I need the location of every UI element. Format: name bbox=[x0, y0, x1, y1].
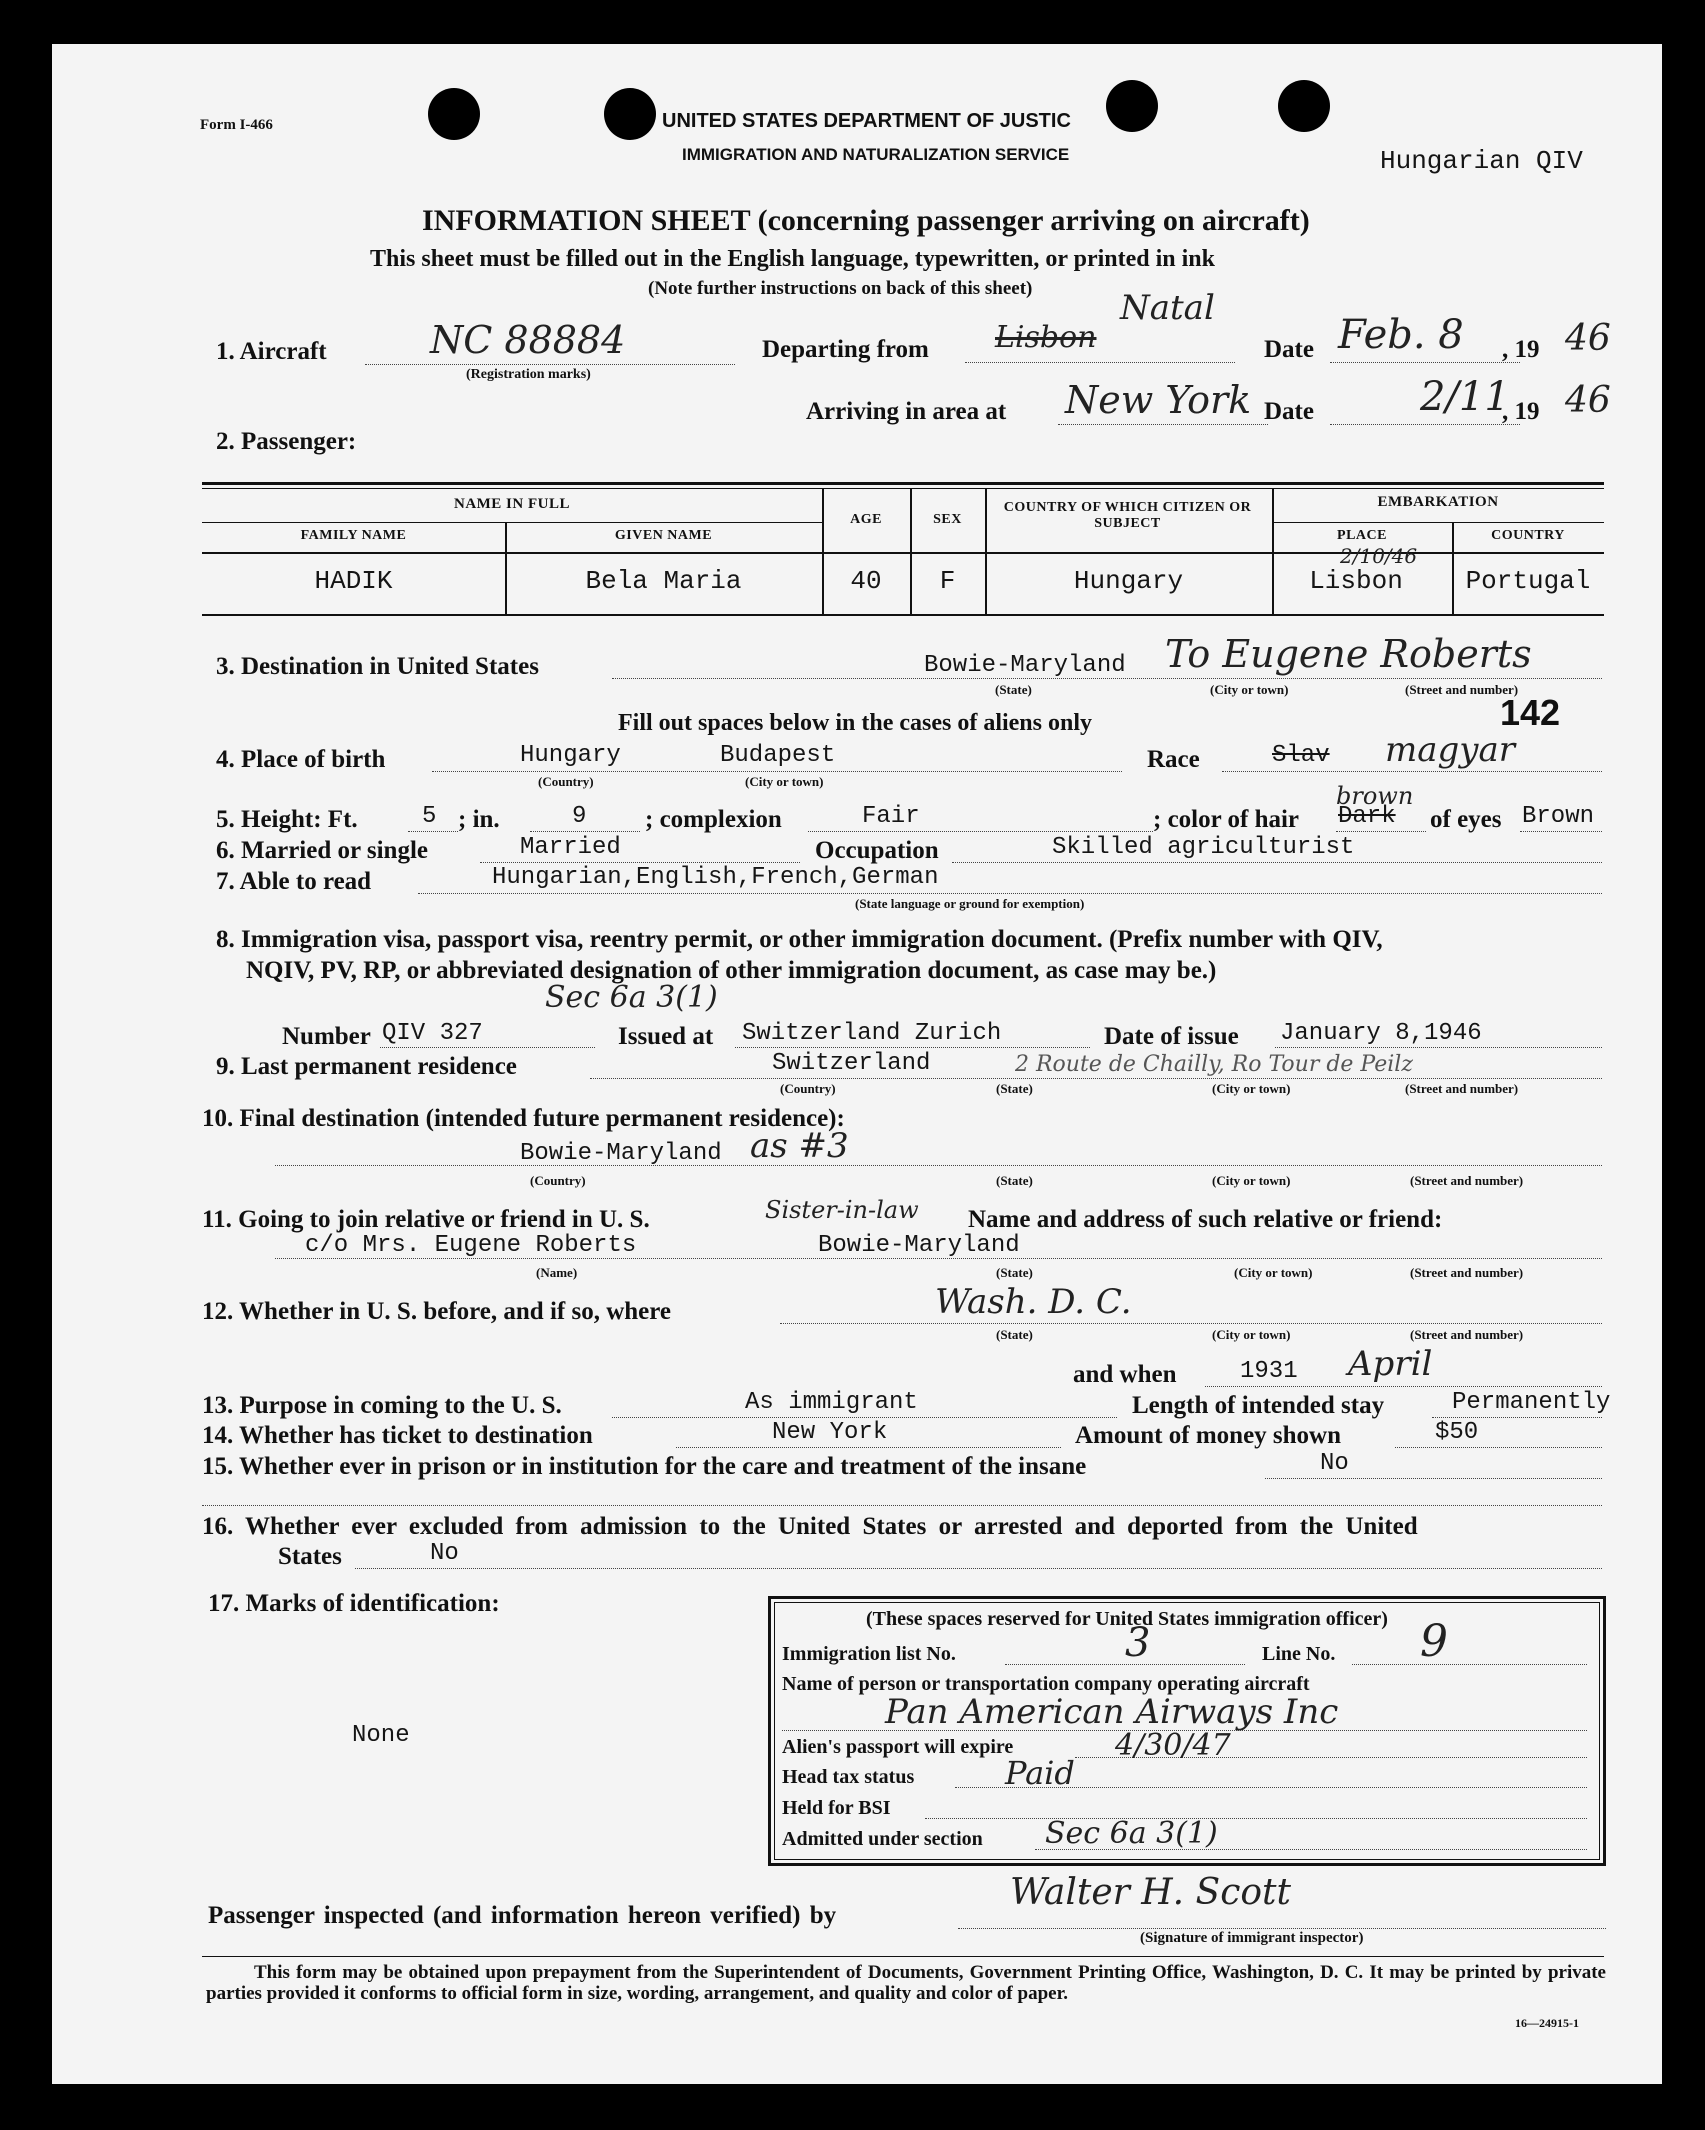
passenger-label: 2. Passenger: bbox=[216, 428, 357, 455]
q10-state-caption: (State) bbox=[996, 1173, 1033, 1188]
visa-number: QIV 327 bbox=[382, 1020, 483, 1047]
list-no-value: 3 bbox=[1125, 1620, 1151, 1666]
section-value: Sec 6a 3(1) bbox=[1045, 1816, 1218, 1851]
q5-label-eyes: of eyes bbox=[1430, 806, 1502, 833]
race-value: Slav bbox=[1272, 742, 1330, 769]
punch-hole bbox=[604, 88, 656, 140]
passport-expire-value: 4/30/47 bbox=[1115, 1728, 1231, 1763]
height-feet: 5 bbox=[422, 803, 437, 830]
q3-city-caption: (City or town) bbox=[1210, 682, 1289, 697]
company-value: Pan American Airways Inc bbox=[885, 1692, 1339, 1732]
q7-label: 7. Able to read bbox=[216, 868, 372, 895]
inspector-signature: Walter H. Scott bbox=[1010, 1872, 1291, 1913]
departing-label: Departing from bbox=[762, 336, 929, 363]
q8-line2: NQIV, PV, RP, or abbreviated designation of other immigration document, as case may be.) bbox=[246, 957, 1217, 984]
departing-struck: Lisbon bbox=[995, 320, 1097, 355]
q8-handwritten: Sec 6a 3(1) bbox=[545, 980, 718, 1015]
occupation-label: Occupation bbox=[815, 837, 939, 864]
arriving-year-prefix: , 19 bbox=[1502, 398, 1540, 425]
language-caption: (State language or ground for exemption) bbox=[855, 896, 1085, 911]
company-label: Name of person or transportation company operating aircraft bbox=[782, 1673, 1310, 1695]
q16-value: No bbox=[430, 1540, 459, 1567]
prior-visit-place: Wash. D. C. bbox=[935, 1282, 1132, 1322]
aircraft-registration: NC 88884 bbox=[430, 318, 626, 362]
sex-cell: F bbox=[939, 566, 956, 596]
q9-state-caption: (State) bbox=[996, 1081, 1033, 1096]
given-name-header: GIVEN NAME bbox=[614, 528, 713, 543]
embark-date-note: 2/10/46 bbox=[1340, 544, 1418, 568]
aliens-only-heading: Fill out spaces below in the cases of aliens only bbox=[618, 710, 1093, 736]
departing-value: Natal bbox=[1120, 288, 1215, 328]
q11-label: 11. Going to join relative or friend in U. S. bbox=[202, 1206, 650, 1233]
complexion: Fair bbox=[862, 803, 920, 830]
bsi-label: Held for BSI bbox=[782, 1797, 891, 1819]
q11-relationship: Sister-in-law bbox=[765, 1196, 919, 1224]
q3-state: Bowie-Maryland bbox=[924, 652, 1126, 679]
q5-label-complexion: ; complexion bbox=[645, 806, 782, 833]
line-no-value: 9 bbox=[1420, 1616, 1448, 1667]
q15-label: 15. Whether ever in prison or in institution for the care and treatment of the insane bbox=[202, 1453, 1087, 1480]
q11-city-caption: (City or town) bbox=[1234, 1265, 1313, 1280]
arriving-date-label: Date bbox=[1264, 398, 1314, 425]
arriving-value: New York bbox=[1065, 378, 1252, 422]
money-label: Amount of money shown bbox=[1075, 1422, 1342, 1449]
q13-label: 13. Purpose in coming to the U. S. bbox=[202, 1392, 562, 1419]
q9-street-caption: (Street and number) bbox=[1405, 1081, 1519, 1096]
q9-label: 9. Last permanent residence bbox=[216, 1053, 517, 1080]
family-name-cell: HADIK bbox=[314, 566, 393, 596]
race-handwritten: magyar bbox=[1385, 730, 1516, 770]
stay-label: Length of intended stay bbox=[1132, 1392, 1385, 1419]
q11-label-b: Name and address of such relative or friend: bbox=[968, 1206, 1443, 1233]
section-label: Admitted under section bbox=[782, 1828, 983, 1850]
q10-country-caption: (Country) bbox=[530, 1173, 586, 1188]
q12-street-caption: (Street and number) bbox=[1410, 1327, 1524, 1342]
issued-at-value: Switzerland Zurich bbox=[742, 1020, 1002, 1047]
q5-label-inches: ; in. bbox=[458, 806, 500, 833]
q17-value: None bbox=[352, 1722, 410, 1749]
eye-color: Brown bbox=[1522, 803, 1595, 830]
issued-at-label: Issued at bbox=[618, 1023, 714, 1050]
footer-notice: This form may be obtained upon prepayment from the Superintendent of Documents, Government Printing Office, Washington, D. C. It may be printed by private parties provided it conforms to official form in size, wording, arrangement, and quality and color of paper. bbox=[206, 1962, 1606, 2004]
form-note: (Note further instructions on back of this sheet) bbox=[648, 278, 1033, 299]
purpose-value: As immigrant bbox=[745, 1389, 918, 1416]
departing-date: Feb. 8 bbox=[1338, 312, 1464, 358]
country-header: COUNTRY OF WHICH CITIZEN OR SUBJECT bbox=[1003, 500, 1252, 531]
departing-year-prefix: , 19 bbox=[1502, 336, 1540, 363]
hair-color: Dark bbox=[1338, 803, 1396, 830]
punch-hole bbox=[428, 88, 480, 140]
departing-year: 46 bbox=[1565, 318, 1611, 359]
family-name-header: FAMILY NAME bbox=[300, 528, 407, 543]
number-label: Number bbox=[282, 1023, 371, 1050]
and-when-label: and when bbox=[1073, 1361, 1177, 1388]
q11-street-caption: (Street and number) bbox=[1410, 1265, 1524, 1280]
inspected-label: Passenger inspected (and information hereon verified) by bbox=[208, 1902, 837, 1929]
prior-visit-month: April bbox=[1348, 1344, 1433, 1384]
embarkation-header: EMBARKATION bbox=[1377, 494, 1499, 510]
prior-visit-year: 1931 bbox=[1240, 1358, 1298, 1385]
list-no-label: Immigration list No. bbox=[782, 1643, 956, 1665]
q3-street-caption: (Street and number) bbox=[1405, 682, 1519, 697]
given-name-cell: Bela Maria bbox=[585, 566, 742, 596]
stay-value: Permanently bbox=[1452, 1389, 1611, 1416]
officer-box-title: (These spaces reserved for United States immigration officer) bbox=[866, 1608, 1388, 1630]
marital-status: Married bbox=[520, 834, 621, 861]
q3-handwritten: To Eugene Roberts bbox=[1165, 632, 1532, 676]
birth-city-caption: (City or town) bbox=[745, 774, 824, 789]
ticket-destination: New York bbox=[772, 1419, 888, 1446]
q3-label: 3. Destination in United States bbox=[216, 653, 539, 680]
issue-date-label: Date of issue bbox=[1104, 1023, 1239, 1050]
q16-line1: 16. Whether ever excluded from admission to the United States or arrested and deported from the United bbox=[202, 1513, 1418, 1540]
q11-name-caption: (Name) bbox=[536, 1265, 578, 1280]
height-inches: 9 bbox=[572, 803, 587, 830]
aircraft-label: 1. Aircraft bbox=[216, 338, 327, 365]
head-tax-value: Paid bbox=[1005, 1754, 1075, 1792]
languages-read: Hungarian,English,French,German bbox=[492, 864, 939, 891]
q5-label-height: 5. Height: Ft. bbox=[216, 806, 358, 833]
passport-expire-label: Alien's passport will expire bbox=[782, 1736, 1014, 1758]
final-destination: Bowie-Maryland bbox=[520, 1140, 722, 1167]
registration-caption: (Registration marks) bbox=[466, 367, 591, 382]
form-number: Form I-466 bbox=[200, 117, 273, 133]
departing-date-label: Date bbox=[1264, 336, 1314, 363]
residence-country: Switzerland bbox=[772, 1050, 931, 1077]
hair-color-handwritten: brown bbox=[1336, 782, 1414, 810]
form-subtitle: This sheet must be filled out in the English language, typewritten, or printed in ink bbox=[370, 246, 1215, 272]
q6-label: 6. Married or single bbox=[216, 837, 428, 864]
q4-label: 4. Place of birth bbox=[216, 746, 386, 773]
department-heading: UNITED STATES DEPARTMENT OF JUSTIC bbox=[662, 110, 1071, 132]
q9-country-caption: (Country) bbox=[780, 1081, 836, 1096]
line-no-label: Line No. bbox=[1262, 1643, 1336, 1665]
reference-number: 142 bbox=[1500, 692, 1561, 733]
q10-label: 10. Final destination (intended future permanent residence): bbox=[202, 1105, 845, 1132]
race-label: Race bbox=[1147, 746, 1200, 773]
arriving-date: 2/11 bbox=[1420, 374, 1510, 420]
birth-country-caption: (Country) bbox=[538, 774, 594, 789]
signature-caption: (Signature of immigrant inspector) bbox=[1140, 1930, 1364, 1946]
embark-country-cell: Portugal bbox=[1465, 566, 1591, 596]
q14-label: 14. Whether has ticket to destination bbox=[202, 1422, 593, 1449]
residence-handwritten: 2 Route de Chailly, Ro Tour de Peilz bbox=[1015, 1052, 1413, 1077]
sex-header: SEX bbox=[933, 512, 962, 527]
birth-country: Hungary bbox=[520, 742, 621, 769]
q15-value: No bbox=[1320, 1450, 1349, 1477]
relative-state: Bowie-Maryland bbox=[818, 1232, 1020, 1259]
arriving-year: 46 bbox=[1565, 380, 1611, 421]
print-code: 16—24915-1 bbox=[1515, 2016, 1579, 2030]
age-header: AGE bbox=[850, 512, 882, 527]
age-cell: 40 bbox=[850, 566, 882, 596]
punch-hole bbox=[1106, 80, 1158, 132]
q11-state-caption: (State) bbox=[996, 1265, 1033, 1280]
place-header: PLACE bbox=[1337, 528, 1387, 543]
final-destination-handwritten: as #3 bbox=[750, 1126, 849, 1166]
q10-city-caption: (City or town) bbox=[1212, 1173, 1291, 1188]
q3-state-caption: (State) bbox=[995, 682, 1032, 697]
citizenship-cell: Hungary bbox=[1073, 566, 1184, 596]
issue-date-value: January 8,1946 bbox=[1280, 1020, 1482, 1047]
occupation-value: Skilled agriculturist bbox=[1052, 834, 1355, 861]
service-heading: IMMIGRATION AND NATURALIZATION SERVICE bbox=[682, 145, 1070, 164]
q12-state-caption: (State) bbox=[996, 1327, 1033, 1342]
birth-city: Budapest bbox=[720, 742, 836, 769]
q12-label: 12. Whether in U. S. before, and if so, where bbox=[202, 1298, 671, 1325]
q9-city-caption: (City or town) bbox=[1212, 1081, 1291, 1096]
punch-hole bbox=[1278, 80, 1330, 132]
q12-city-caption: (City or town) bbox=[1212, 1327, 1291, 1342]
money-value: $50 bbox=[1435, 1419, 1479, 1446]
q16-line2: States bbox=[278, 1543, 342, 1570]
relative-name: c/o Mrs. Eugene Roberts bbox=[305, 1232, 637, 1259]
q10-street-caption: (Street and number) bbox=[1410, 1173, 1524, 1188]
form-title: INFORMATION SHEET (concerning passenger arriving on aircraft) bbox=[422, 204, 1310, 237]
classification-stamp: Hungarian QIV bbox=[1380, 146, 1583, 176]
q8-line1: 8. Immigration visa, passport visa, reentry permit, or other immigration document. (Prefix number with QIV, bbox=[216, 926, 1383, 953]
arriving-label: Arriving in area at bbox=[806, 398, 1007, 425]
q17-label: 17. Marks of identification: bbox=[208, 1590, 500, 1617]
embark-place-cell: Lisbon bbox=[1309, 566, 1403, 596]
head-tax-label: Head tax status bbox=[782, 1766, 915, 1788]
q5-label-hair: ; color of hair bbox=[1153, 806, 1300, 833]
embark-country-header: COUNTRY bbox=[1491, 528, 1565, 543]
name-in-full-header: NAME IN FULL bbox=[453, 496, 570, 512]
